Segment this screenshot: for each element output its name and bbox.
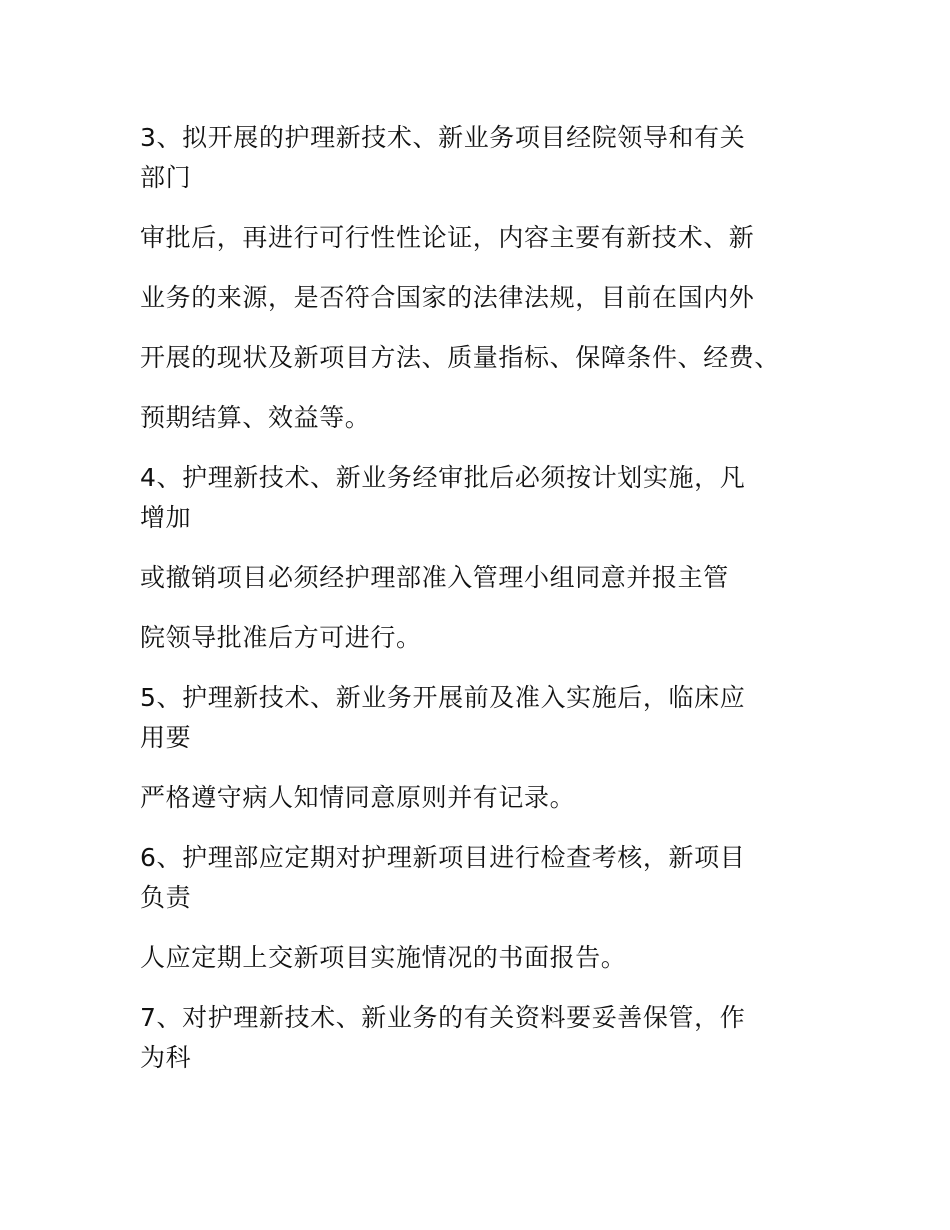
list-item-5 <box>140 678 830 758</box>
list-item-6 <box>140 838 830 918</box>
text-line: 人应定期上交新项目实施情况的书面报告。 <box>140 943 627 972</box>
text-line: 或撤销项目必须经护理部准入管理小组同意并报主管 <box>140 563 729 592</box>
document-body <box>140 118 830 1098</box>
text-line: 为科 <box>140 1043 192 1072</box>
paragraph <box>140 218 830 258</box>
list-item-7 <box>140 998 830 1078</box>
text-line: 4、护理新技术、新业务经审批后必须按计划实施，凡 <box>140 463 746 492</box>
text-line: 审批后，再进行可行性性论证，内容主要有新技术、新 <box>140 223 755 252</box>
text-line: 用要 <box>140 723 192 752</box>
text-line: 3、拟开展的护理新技术、新业务项目经院领导和有关 <box>140 123 746 152</box>
text-line: 负责 <box>140 883 192 912</box>
text-line: 7、对护理新技术、新业务的有关资料要妥善保管，作 <box>140 1003 746 1032</box>
text-line: 业务的来源，是否符合国家的法律法规，目前在国内外 <box>140 283 755 312</box>
paragraph <box>140 398 830 438</box>
list-item-3 <box>140 118 830 198</box>
paragraph <box>140 778 830 818</box>
text-line: 院领导批准后方可进行。 <box>140 623 422 652</box>
text-line: 开展的现状及新项目方法、质量指标、保障条件、经费、 <box>140 343 781 372</box>
text-line: 增加 <box>140 503 192 532</box>
paragraph <box>140 618 830 658</box>
text-line: 预期结算、效益等。 <box>140 403 371 432</box>
paragraph <box>140 938 830 978</box>
text-line: 6、护理部应定期对护理新项目进行检查考核，新项目 <box>140 843 746 872</box>
text-line: 部门 <box>140 163 192 192</box>
text-line: 5、护理新技术、新业务开展前及准入实施后，临床应 <box>140 683 746 712</box>
text-line: 严格遵守病人知情同意原则并有记录。 <box>140 783 576 812</box>
paragraph <box>140 558 830 598</box>
list-item-4 <box>140 458 830 538</box>
paragraph <box>140 338 830 378</box>
paragraph <box>140 278 830 318</box>
